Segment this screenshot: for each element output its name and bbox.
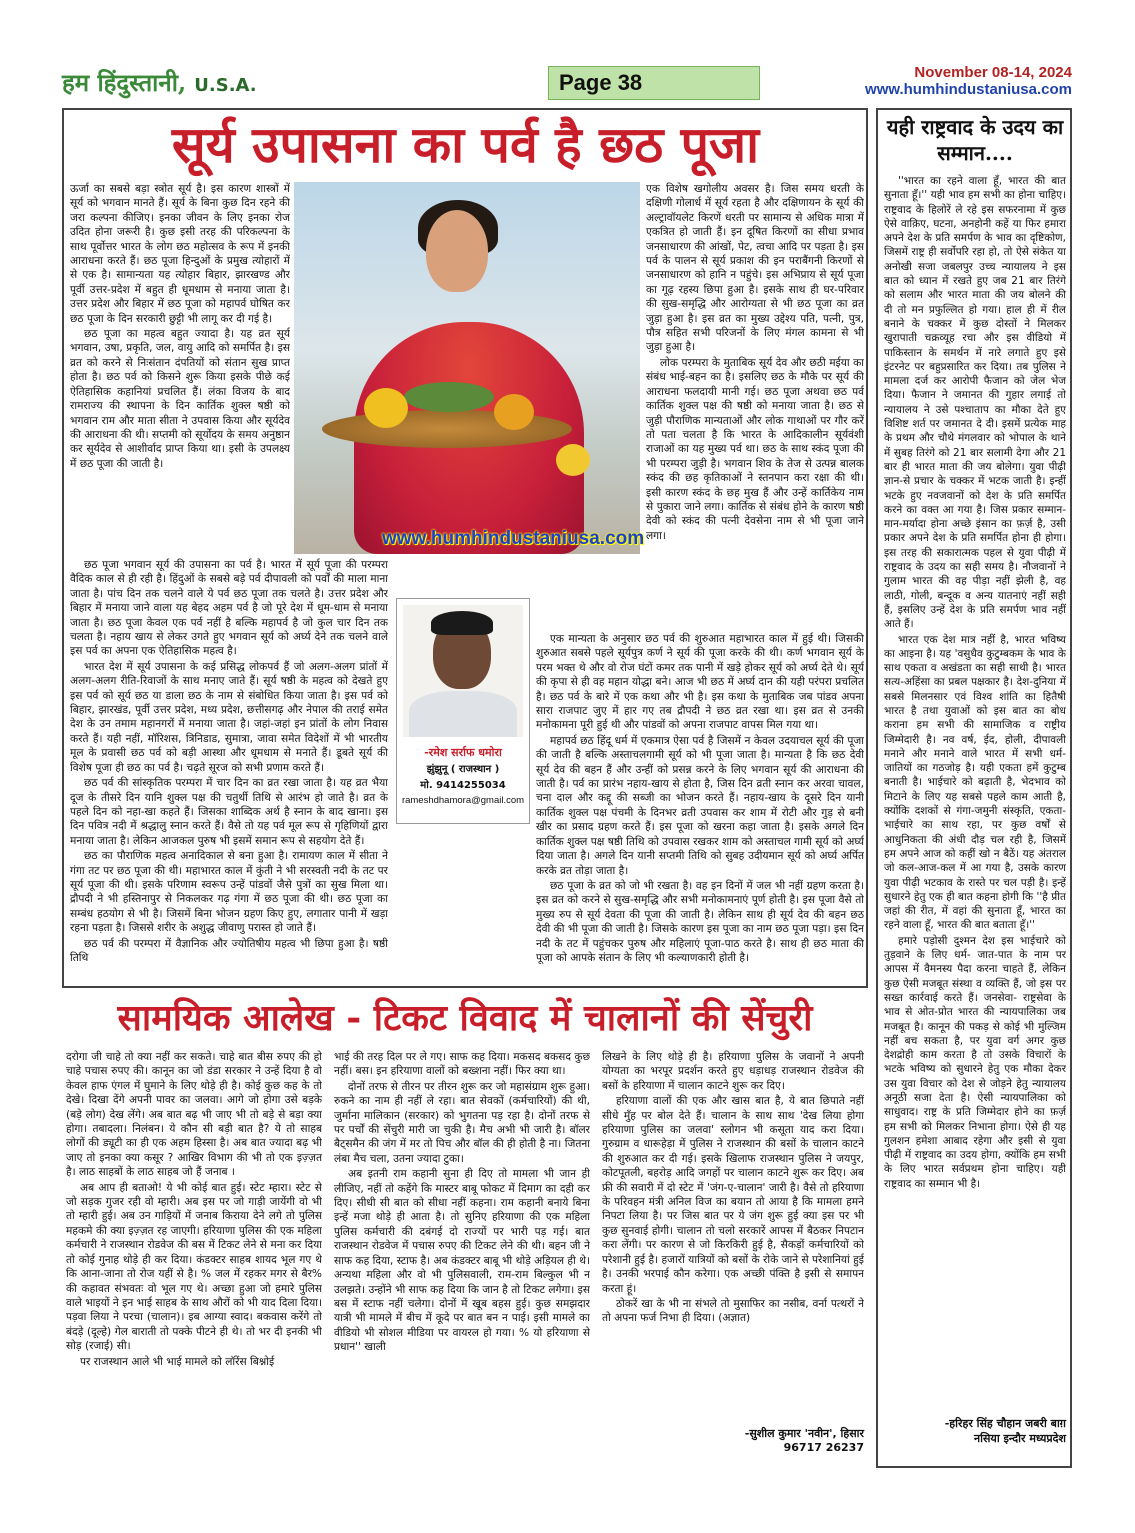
paragraph: छठ पूजा का महत्व बहुत ज्यादा है। यह व्रत सूर्य भगवान, उषा, प्रकृति, जल, वायु आदि को समर्पित है। इस व्रत को करने से निःसंतान दंपतियों को संतान सुख प्राप्त होता है। छठ पर्व को किसने शुरू किया इसके पीछे कई ऐतिहासिक कहानियां प्रचलित हैं। लंका विजय के बाद रामराज्य की स्थापना के दिन कार्तिक शुक्ल षष्ठी को भगवान राम और माता सीता ने उपवास किया और सूर्यदेव की आराधना की थी। सप्तमी को सूर्योदय के समय अनुष्ठान कर सूर्यदेव से आशीर्वाद प्राप्त किया था। इसी के उपलक्ष्य में छठ पूजा की जाती है। [70,328,290,470]
page-number-tab [548,66,760,100]
paragraph: लोक परम्परा के मुताबिक सूर्य देव और छठी मईया का संबंध भाई-बहन का है। इसलिए छठ के मौके पर सूर्य की आराधना फलदायी मानी गई। छठ पूजा अथवा छठ पर्व कार्तिक शुक्ल पक्ष की षष्ठी को मनाया जाता है। छठ से जुड़ी पौराणिक मान्यताओं और लोक गाथाओं पर गौर करें तो पता चलता है कि भारत के आदिकालीन सूर्यवंशी राजाओं का यह मुख्य पर्व था। छठ के साथ स्कंद पूजा की भी परम्परा जुड़ी है। भगवान शिव के तेज से उत्पन्न बालक स्कंद की छह कृतिकाओं ने स्तनपान करा रक्षा की थी। इसी कारण स्कंद के छह मुख हैं और उन्हें कार्तिकेय नाम से पुकारा जाने लगा। कार्तिक से संबंध होने के कारण षष्ठी देवी को स्कंद की पत्नी देवसेना नाम से भी पूजा जाने लगा। [646,356,864,542]
sidebar-article-nationalism [876,108,1072,1468]
paragraph: पर राजस्थान आले भी भाई मामले को लॉरेंस बिश्नोई [80,1355,275,1368]
article2-byline-phone: 96717 26237 [783,1441,864,1454]
article2-byline-name: -सुशील कुमार 'नवीन', हिसार [744,1427,864,1440]
author-mobile: मो. 9414255034 [420,780,506,791]
sidebar-body [884,174,1066,1410]
paragraph: हरियाणा वालों की एक और खास बात है, ये बात छिपाते नहीं सीधे मुँह पर बोल देते हैं। चालान के साथ साथ 'देख लिया होगा हरियाणा पुलिस का जलवा' स्लोगन भी कसूता याद करा दिया। गुरुग्राम व धारूहेड़ा में पुलिस ने राजस्थान की बसों के चालान काटने की शुरुआत कर दी गई। इसके खिलाफ राजस्थान पुलिस ने जयपुर, कोटपूतली, बहरोड़ आदि जगहों पर चालान काटने शुरू कर दिए। अब फ्री की सवारी में दो स्टेट में 'जंग-ए-चालान' जारी है। वैसे तो हरियाणा के परिवहन मंत्री अनिल विज का बयान तो आया है कि मामला हमने निपटा लिया है। पर जिस बात पर ये जंग शुरू हुई क्या इस पर भी कुछ सुनवाई होगी। चालान तो चलो सरकारें आपस में बैठकर निपटान करा लेंगी। पर कारण से जो किरकिरी हुई है, सैकड़ों कर्मचारियों को परेशानी हुई है। हजारों यात्रियों को बसों के रोके जाने से परेशानियां हुई है। उनकी भरपाई कौन करेगा। एक अच्छी पंक्ति है इसी से समापन करता हूं। [602,1095,864,1295]
paragraph: भारत एक देश मात्र नहीं है, भारत भविष्य का आइना है। यह 'वसुधैव कुटुम्बकम के भाव के साथ एकता व अखंडता का सही साथी है। भारत सत्य-अहिंसा का प्रबल पक्षकार है। देश-दुनिया में सबसे मिलनसार एवं विश्व शांति का हितैषी भारत है तथा युवाओं को इस बात का बोध कराना हम सभी की सामाजिक व राष्ट्रीय जिम्मेदारी है। नव वर्ष, ईद, होली, दीपावली मनाने और मनाने वाले भारत में सभी धर्म-जातियों का गठजोड़ है। यही एकता हमें कुटुम्ब बनाती है। भाईचारे को बढ़ाती है, भेदभाव को मिटाने के लिए यह सबसे पहले काम आती है, क्योंकि दशकों से गंगा-जमुनी संस्कृति, एकता-भाईचारे का साथ रहा, पर कुछ वर्षों से आधुनिकता की अंधी दौड़ चल रही है, जिसमें हम अपने आज को कहीं खो न बैठें। यह अंतराल जो कल-आज-कल में आ गया है, उसके कारण युवा पीढ़ी भटकाव के रास्ते पर चल पड़ी है। इन्हें सुधारने हेतु एक ही बात कहना होगी कि ''है प्रीत जहां की रीत, में वहां की सुनाता हूँ, भारत का रहने वाला हूँ, भारत की बात बताता हूँ।'' [884,633,1066,932]
sidebar-byline-name: -हरिहर सिंह चौहान जबरी बाग़ [944,1417,1066,1430]
woman-with-offering-photo [294,182,640,554]
sidebar-byline [884,1416,1066,1446]
paragraph: भारत देश में सूर्य उपासना के कई प्रसिद्ध लोकपर्व हैं जो अलग-अलग प्रांतों में अलग-अलग रीति-रिवाजों के साथ मनाए जाते हैं। सूर्य षष्ठी के महत्व को देखते हुए इस पर्व को सूर्य छठ या डाला छठ के नाम से संबोधित किया जाता है। इस पर्व को बिहार, झारखंड, पूर्वी उत्तर प्रदेश, मध्य प्रदेश, छत्तीसगढ़ और नेपाल की तराई समेत देश के उन तमाम महानगरों में मनाया जाता है। जहां-जहां इन प्रांतों के लोग निवास करते हैं। यही नहीं, मॉरिशस, त्रिनिडाड, सुमात्रा, जावा समेत विदेशों में भी भारतीय मूल के प्रवासी छठ पर्व को बड़ी आस्था और धूमधाम से मनाते हैं। डूबते सूर्य की विशेष पूजा ही छठ का पर्व है। चढ़ते सूरज को सभी प्रणाम करते हैं। [70,660,388,774]
paragraph: छठ पर्व की सांस्कृतिक परम्परा में चार दिन का व्रत रखा जाता है। यह व्रत भैया दूज के तीसरे दिन यानि शुक्ल पक्ष की चतुर्थी तिथि से आरंभ हो जाते है। व्रत के पहले दिन को नहा-खा कहते हैं। जिसका शाब्दिक अर्थ है स्नान के बाद खाना। इस दिन पवित्र नदी में श्रद्धालु स्नान करते हैं। वैसे तो यह पर्व मूल रूप से गृहिणियों द्वारा मनाया जाता है। लेकिन आजकल पुरुष भी इसमें समान रूप से सहयोग देते हैं। [70,777,388,847]
paragraph: एक विशेष खगोलीय अवसर है। जिस समय धरती के दक्षिणी गोलार्ध में सूर्य रहता है और दक्षिणायन के सूर्य की अल्ट्रावॉयलेट किरणें धरती पर सामान्य से अधिक मात्रा में एकत्रित हो जाती हैं। इन दूषित किरणों का सीधा प्रभाव जनसाधारण की आंखों, पेट, त्वचा आदि पर पड़ता है। इस पर्व के पालन से सूर्य प्रकाश की इन पराबैंगनी किरणों से जनसाधारण को हानि न पहुंचे। इस अभिप्राय से सूर्य पूजा का गूढ़ रहस्य छिपा हुआ है। इसके साथ ही घर-परिवार की सुख-समृद्धि और आरोग्यता से भी छठ पूजा का व्रत जुड़ा हुआ है। इस व्रत का मुख्य उद्देश्य पति, पत्नी, पुत्र, पौत्र सहित सभी परिजनों के लिए मंगल कामना से भी जुड़ा हुआ है। [646,183,864,354]
author-photo [403,605,523,737]
author-place: झुंझुनू ( राजस्थान ) [426,764,500,775]
masthead-title [62,66,257,99]
paragraph: महापर्व छठ हिंदू धर्म में एकमात्र ऐसा पर्व है जिसमें न केवल उदयाचल सूर्य की पूजा की जाती है बल्कि अस्ताचलगामी सूर्य को भी पूजा जाता है। मान्यता है कि छठ देवी सूर्य देव की बहन हैं और उन्हीं को प्रसन्न करने के लिए भगवान सूर्य की आराधना की जाती है। पर्व का प्रारंभ नहाय-खाय से होता है, जिस दिन व्रती स्नान कर अरवा चावल, चना दाल और कद्दू की सब्जी का भोजन करते हैं। नहाय-खाय के दूसरे दिन यानी कार्तिक शुक्ल पक्ष पंचमी के दिनभर व्रती उपवास कर शाम में रोटी और गुड़ से बनी खीर का प्रसाद ग्रहण करते हैं। इस पूजा को खरना कहा जाता है। इसके अगले दिन कार्तिक शुक्ल पक्ष षष्ठी तिथि को उपवास रखकर शाम को अस्ताचल गामी सूर्य को अर्घ्य दिया जाता है। अगले दिन यानी सप्तमी तिथि को सुबह उदीयमान सूर्य को अर्घ्य अर्पित करके व्रत तोड़ा जाता है। [536,734,864,877]
paragraph: दोनों तरफ से तीरन पर तीरन शुरू कर जो महासंग्राम शुरू हुआ। रुकने का नाम ही नहीं ले रहा। बात सेवकों (कर्मचारियों) की थी, जुर्माना मालिकान (सरकार) को भुगतना पड़ रहा है। दोनों तरफ से पर पर्चों की सेंचुरी मारी जा चुकी है। मैच अभी भी जारी है। बॉलर बैट्समैन की जंग में मर तो पिच और बॉल की ही होती है ना। जितना लंबा मैच चला, उतना ज्यादा टुका। [334,1080,590,1165]
photo-fruit-shape [494,394,534,430]
article2-column-3 [602,1050,864,1422]
sidebar-byline-place: नसिया इन्दौर मध्यप्रदेश [974,1432,1066,1445]
paragraph: एक मान्यता के अनुसार छठ पर्व की शुरुआत महाभारत काल में हुई थी। जिसकी शुरुआत सबसे पहले सूर्यपुत्र कर्ण ने सूर्य की पूजा करके की थी। कर्ण भगवान सूर्य के परम भक्त थे और वो रोज घंटों कमर तक पानी में खड़े होकर सूर्य को अर्घ्य देते थे। सूर्य की कृपा से ही वह महान योद्धा बने। आज भी छठ में अर्घ्य दान की यही परंपरा प्रचलित है। छठ पर्व के बारे में एक कथा और भी है। इस कथा के मुताबिक जब पांडव अपना सारा राजपाट जुए में हार गए तब द्रौपदी ने छठ व्रत रखा था। इस व्रत से उनकी मनोकामना पूरी हुई थी और पांडवों को अपना राजपाट वापस मिल गया था। [536,633,864,732]
photo-fruit-shape [364,388,408,428]
article-column-2-top [646,182,864,630]
article2-byline [602,1426,864,1454]
article2-column-1 [66,1050,322,1468]
author-shirt-shape [409,691,517,737]
paragraph: ''भारत का रहने वाला हूँ, भारत की बात सुनाता हूँ।'' यही भाव हम सभी का होना चाहिए। राष्ट्रवाद के हिलोरें ले रहे इस सफरनामा में कुछ ऐसे वाक़िए, घटना, अनहोनी कहें या फिर हमारा अपने देश के प्रति समर्पण के भाव का दृष्टिकोण, जिसमें राष्ट्र ही सर्वोपरि रहा हो, तो ऐसे संकेत या अनोखी सजा जबलपुर उच्च न्यायालय ने इस बात को ध्यान में रखते हुए जब 21 बार तिरंगे को सलाम और भारत माता की जय बोलने की दी तो मन प्रफुल्लित हो गया। हाल ही में रील बनाने के चक्कर में कुछ दोस्तों ने मिलकर खुरापाती चक्रव्यूह रचा और इस वीडियो में पाकिस्तान के समर्थन में नारे लगाते हुए इसे इंटरनेट पर बहुप्रसारित कर दिया। तब पुलिस ने मामला दर्ज कर आरोपी फैजान को जेल भेज दिया। फैजान ने जमानत की गुहार लगाई तो न्यायालय ने उसे पश्चाताप का मौका देते हुए विशिष्ट शर्त पर जमानत दे दी। इसमें प्रत्येक माह के प्रथम और चौथे मंगलवार को भोपाल के थाने में सुबह तिरंगे को 21 बार सलामी देगा और 21 बार ही भारत माता की जय बोलेगा। युवा पीढ़ी ज्ञान-से प्रचार के चक्कर में भटक जाती है। इन्हीं भटके हुए नवजवानों को देश के प्रति समर्पित करने का वक्त आ गया है। जिस प्रकार सम्मान-मान-मर्यादा होना अच्छे इंसान का फ़र्ज़ है, उसी प्रकार अपने देश के प्रति समर्पित होना ही होगा। इस तरह की सकारात्मक पहल से युवा पीढ़ी में राष्ट्रवाद के उदय का सही समय है। नौजवानों ने गुलाम भारत की वह पीड़ा नहीं झेली है, वह लाठी, गोली, बन्दूक व अन्य यातनाएं नहीं सही हैं, इसलिए उन्हें देश के प्रति समर्पण भाव नहीं आते हैं। [884,175,1066,631]
paragraph: हमारे पड़ोसी दुश्मन देश इस भाईचारे को तुड़वाने के लिए धर्म- जात-पात के नाम पर आपस में वैमनस्य पैदा करना चाहते हैं, लेकिन कुछ ऐसी मजबूत संस्था व व्यक्ति हैं, जो इस पर सख्त कार्रवाई करते हैं। जनसेवा- राष्ट्रसेवा के भाव से ओत-प्रोत भारत की न्यायपालिका जब मजबूत है। कानून की पकड़ से कोई भी मुल्जिम नहीं बच सकता है, पर युवा वर्ग अगर कुछ देशद्रोही काम करता है तो उसके विचारों के भटके भविष्य को सुधारने हेतु एक मौका देकर उस युवा विचार को देश से जोड़ने हेतु न्यायालय अनूठी सजा देता है। ऐसी न्यायपालिका को साधुवाद। राष्ट्र के प्रति जिम्मेदार होने का फ़र्ज़ हम सभी को मिलकर निभाना होगा। ऐसे ही यह गुलशन हमेशा आबाद रहेगा और इसी से युवा पीढ़ी में राष्ट्रवाद का उदय होगा, क्योंकि हम सभी के लिए भारत सर्वप्रथम होना चाहिए। यही राष्ट्रवाद का सम्मान भी है। [884,934,1066,1190]
paragraph: दरोगा जी चाहे तो क्या नहीं कर सकते। चाहे बात बीस रुपए की हो चाहे पचास रुपए की। कानून का जो डंडा सरकार ने उन्हें दिया है वो केवल हाफ एंगल में घुमाने के लिए थोड़े ही है। कोई कुछ कह के तो देखे। दिखा देंगे अपनी पावर का जलवा। आगे जो होगा उसे बड़के (बड़े लोग) देख लेंगे। अब बात बढ़ भी जाए भी तो बड़े से बड़ा क्या होगा। तबादला। निलंबन। ये कौन सी बड़ी बात है? ये तो साहब लोगों की ड्यूटी का ही एक अहम हिस्सा है। अब बात ज्यादा बढ़ भी जाए तो इनका क्या कसूर ? आखिर विभाग की भी तो एक इज़्ज़त है। लाठ साहबों के लाठ साहब जो हैं जनाब । [66,1051,322,1179]
article-column-1-bottom [70,558,388,984]
author-email[interactable]: rameshdhamora@gmail.com [401,795,525,806]
page-number: Page 38 [559,70,643,95]
paragraph: अब आप ही बताओ! ये भी कोई बात हुई। स्टेट म्हारा। स्टेट से जो सड़क गुजर रही वो म्हारी। अब इस पर जो गाड़ी जायेंगी वो भी तो म्हारी हुई। अब उन गाड़ियों में जनाब किराया देने लगे तो पुलिस महकमे की क्या इज़्ज़त रह जाएगी। हरियाणा पुलिस की एक महिला कर्मचारी ने राजस्थान रोडवेज की बस में टिकट लेने से मना कर दिया तो कोई गुनाह थोड़े ही कर दिया। कंडक्टर साहब शायद भूल गए थे कि आना-जाना तो रोज यहीं से है। % जल में रहकर मगर से बैर% की कहावत संभवतः वो भूल गए थे। अच्छा हुआ जो हमारे पुलिस वाले भाइयों ने इन भाई साहब के साथ औरों को भी याद दिला दिया। पड़वा लिया ने परचा (चालान)। इब आग्या स्वाद। बकवास करेंगे तो बंदड़े (दूल्हे) गेल बाराती तो पक्के पीटने ही थे। तो भर दी इनकी भी सोड़ (रजाई) सी। [66,1181,322,1353]
photo-face-shape [426,210,488,292]
article-column-2-bottom [536,632,864,984]
paragraph: छठ का पौराणिक महत्व अनादिकाल से बना हुआ है। रामायण काल में सीता ने गंगा तट पर छठ पूजा की थी। महाभारत काल में कुंती ने भी सरस्वती नदी के तट पर सूर्य पूजा की थी। इसके परिणाम स्वरूप उन्हें पांडवों जैसे पुत्रों का सुख मिला था। द्रौपदी ने भी हस्तिनापुर से निकलकर गढ़ गंगा में छठ पूजा की थी। छठ पूजा का सम्बंध हठयोग से भी है। जिसमें बिना भोजन ग्रहण किए हुए, लगातार पानी में खड़ा रहना पड़ता है। जिससे शरीर के अशुद्ध जीवाणु परास्त हो जाते हैं। [70,850,388,935]
article-chhath-puja [62,108,868,988]
paragraph: छठ पर्व की परम्परा में वैज्ञानिक और ज्योतिषीय महत्व भी छिपा हुआ है। षष्ठी तिथि [70,937,388,964]
site-url[interactable]: www.humhindustaniusa.com [865,81,1072,98]
masthead [62,62,1072,102]
masthead-name: हम हिंदुस्तानी, [62,68,187,97]
paragraph: अब इतनी राम कहानी सुना ही दिए तो मामला भी जान ही लीजिए, नहीं तो कहेंगे कि मास्टर बाबू फोकट में दिमाग का दही कर दिए। सीधी सी बात को सीधा नहीं कहना। राम कहानी बनाये बिना इन्हें मजा थोड़े ही आता है। तो सुनिए हरियाणा की एक महिला पुलिस कर्मचारी की दबंगई दो राज्यों पर भारी पड़ गई। बात राजस्थान रोडवेज में पचास रुपए की टिकट लेने की थी। बहन जी ने साफ कह दिया, स्टाफ है। अब कंडक्टर बाबू भी थोड़े अड़ियल ही थे। अन्यथा महिला और वो भी पुलिसवाली, राम-राम बिल्कुल भी न उलझते। उन्होंने भी साफ कह दिया कि जान है तो टिकट लगेगा। इस बस में स्टाफ नहीं चलेगा। दोनों में खूब बहस हुई। कुछ समझदार यात्री भी मामले में बीच में कूदे पर बात बन न पाई। इसी मामले का वीडियो भी सोशल मीडिया पर वायरल हो गया। % यो हरियाणा से प्रधान'' खाली [334,1168,590,1354]
photo-fruit-shape [556,444,590,476]
article2-column-2 [334,1050,590,1468]
masthead-suffix: U.S.A. [194,75,257,96]
photo-leaves-shape [404,382,494,412]
photo-tray-shape [322,410,572,448]
article2-title: सामयिक आलेख - टिकट विवाद में चालानों की सेंचुरी [117,997,813,1039]
paragraph: छठ पूजा भगवान सूर्य की उपासना का पर्व है। भारत में सूर्य पूजा की परम्परा वैदिक काल से ही रही है। हिंदुओं के सबसे बड़े पर्व दीपावली को पर्वों की माला माना जाता है। पांच दिन तक चलने वाले ये पर्व छठ पूजा तक चलते है। उत्तर प्रदेश और बिहार में मनाया जाने वाला यह बेहद अहम पर्व है जो पूरे देश में धूम-धाम से मनाया जाता है। छठ पूजा केवल एक पर्व नहीं है बल्कि महापर्व है जो कुल चार दिन तक चलता है। नहाय खाय से लेकर उगते हुए भगवान सूर्य को अर्घ्य देने तक चलने वाले इस पर्व का अपना एक ऐतिहासिक महत्व है। [70,559,388,658]
author-name: -रमेश सर्राफ धमोरा [424,746,502,759]
paragraph: भाई की तरह दिल पर ले गए। साफ कह दिया। मकसद बकसद कुछ नहीं। बस। इन हरियाणा वालों को बख्शना नहीं। फिर क्या था। [334,1051,590,1078]
issue-date: November 08-14, 2024 [914,64,1072,81]
article-column-1-top [70,182,290,554]
photo-watermark-url: www.humhindustaniusa.com [382,528,645,549]
paragraph: ठोकरें खा के भी ना संभले तो मुसाफिर का नसीब, वर्ना पत्थरों ने तो अपना फर्ज निभा ही दिया। (अज्ञात) [602,1297,864,1325]
sidebar-title: यही राष्ट्रवाद के उदय का सम्मान.... [886,115,1064,165]
masthead-date-block [865,64,1072,98]
paragraph: लिखने के लिए थोड़े ही है। हरियाणा पुलिस के जवानों ने अपनी योग्यता का भरपूर प्रदर्शन करते हुए धड़ाधड़ राजस्थान रोडवेज की बसों के हरियाणा में चालान काटने शुरू कर दिए। [602,1051,864,1092]
paragraph: छठ पूजा के व्रत को जो भी रखता है। वह इन दिनों में जल भी नहीं ग्रहण करता है। इस व्रत को करने से सुख-समृद्धि और सभी मनोकामनाएं पूर्ण होती है। इस पूजा वैसे तो मुख्य रुप से सूर्य देवता की पूजा की जाती है। लेकिन साथ ही सूर्य देव की बहन छठ देवी की भी पूजा की जाती है। जिसके कारण इस पूजा का नाम छठ पूजा पड़ा। इस दिन नदी के तट में पहुंचकर पुरुष और महिलाएं पूजा-पाठ करते है। साथ ही छठ माता की पूजा को आपके संतान के लिए भी कल्याणकारी होती है। [536,879,864,964]
author-hair-shape [431,611,493,635]
author-box [396,598,530,824]
article-title: सूर्य उपासना का पर्व है छठ पूजा [171,115,760,174]
paragraph: ऊर्जा का सबसे बड़ा स्त्रोत सूर्य है। इस कारण शास्त्रों में सूर्य को भगवान मानते हैं। सूर्य के बिना कुछ दिन रहने की जरा कल्पना कीजिए। इनका जीवन के लिए इनका रोज उदित होना जरूरी है। कुछ इसी तरह की परिकल्पना के साथ पूर्वोत्तर भारत के लोग छठ महोत्सव के रूप में इनकी आराधना करते हैं। छठ पूजा हिन्दुओं के प्रमुख त्योहारों में से एक है। सामान्यता यह त्योहार बिहार, झारखण्ड और पूर्वी उत्तर-प्रदेश में बहुत ही धूमधाम से मनाया जाता है। उत्तर प्रदेश और बिहार में छठ पूजा को महापर्व घोषित कर छठ पूजा के दिन सरकारी छुट्टी भी लागू कर दी गई है। [70,183,290,325]
